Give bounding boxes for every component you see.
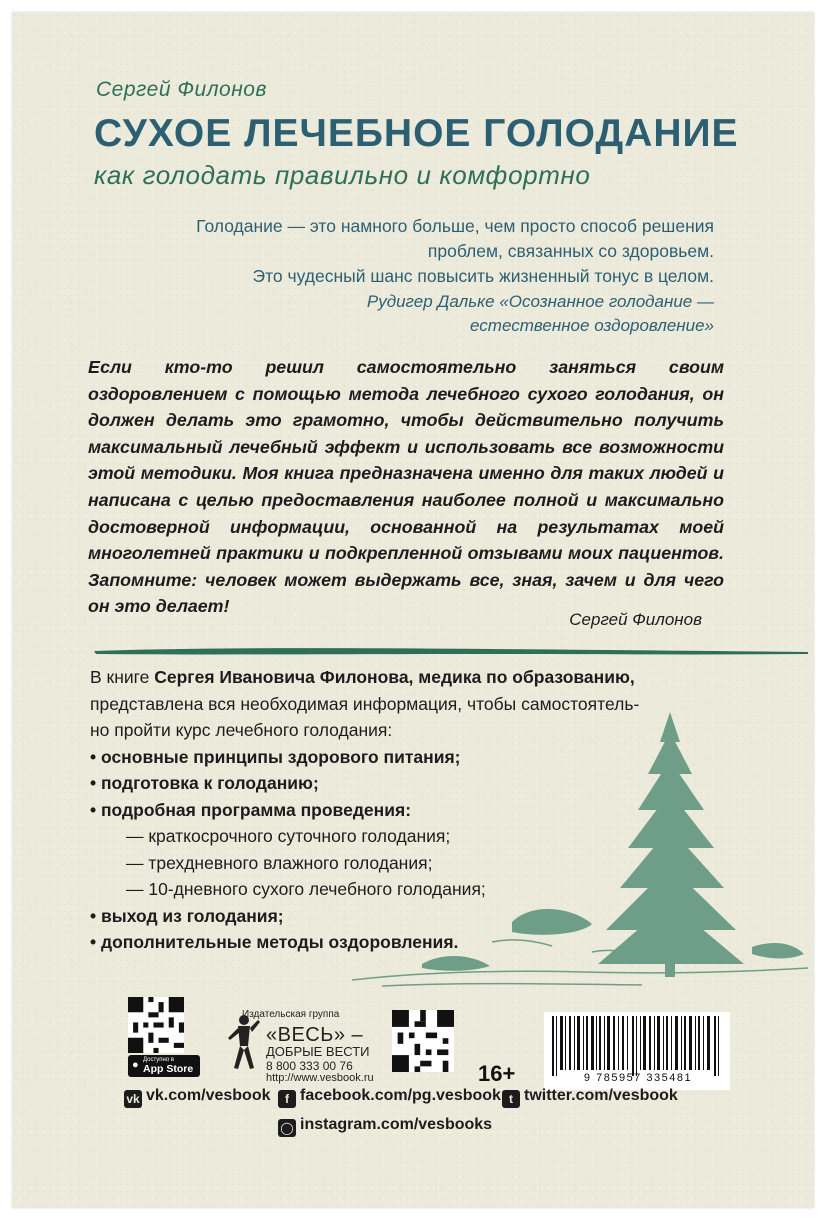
publisher-name-2: ДОБРЫЕ ВЕСТИ — [266, 1044, 370, 1059]
app-store-badge[interactable] — [128, 1055, 200, 1077]
fir-tree-illustration — [342, 702, 812, 992]
vk-icon: vk — [124, 1090, 142, 1108]
epigraph-line-2: проблем, связанных со здоровьем. — [427, 241, 714, 261]
sub-list-item: — краткосрочного суточного голодания; — [126, 826, 451, 846]
publisher-logo-icon — [224, 1012, 262, 1074]
sub-list-item: — 10-дневного сухого лечебного голодания; — [126, 879, 486, 899]
list-item: • дополнительные методы оздоровления. — [90, 932, 459, 952]
book-subtitle: как голодать правильно и комфортно — [94, 160, 591, 190]
epigraph-source-2: естественное оздоровление» — [470, 316, 714, 335]
twitter-link[interactable] — [502, 1087, 678, 1108]
epigraph-line-3: Это чудесный шанс повысить жизненный тонус в целом. — [252, 266, 714, 286]
publisher-website[interactable]: http://www.vesbook.ru — [266, 1072, 374, 1084]
instagram-link[interactable] — [278, 1116, 492, 1137]
epigraph-source-1: Рудигер Дальке «Осознанное голодание — — [366, 292, 714, 311]
qr-code-icon — [392, 1010, 454, 1072]
vk-link[interactable] — [124, 1087, 271, 1108]
apple-icon: ● — [132, 1059, 139, 1071]
intro-author: Сергея Ивановича Филонова, медика по образованию, — [154, 667, 635, 687]
list-item: • подробная программа проведения: — [90, 799, 412, 820]
isbn-digits: 9 785957 335481 — [583, 1072, 693, 1084]
vk-label: vk.com/vesbook — [146, 1087, 271, 1104]
publisher-phone: 8 800 333 00 76 — [266, 1059, 353, 1073]
intro-line-3: но пройти курс лечебного голодания: — [90, 720, 393, 740]
book-back-cover — [12, 12, 814, 1208]
facebook-label: facebook.com/pg.vesbook — [300, 1087, 501, 1104]
publisher-label: Издательская группа — [242, 1009, 340, 1020]
qr-code-icon — [128, 997, 184, 1053]
facebook-link[interactable] — [278, 1087, 501, 1108]
instagram-label: instagram.com/vesbooks — [300, 1116, 493, 1133]
twitter-label: twitter.com/vesbook — [524, 1087, 678, 1104]
facebook-icon: f — [278, 1090, 296, 1108]
brush-divider — [92, 642, 812, 660]
list-item: • выход из голодания; — [90, 905, 284, 926]
badge-caption: Доступно в — [143, 1057, 175, 1063]
publisher-name: «ВЕСЬ» – — [266, 1024, 364, 1046]
age-rating: 16+ — [478, 1061, 516, 1086]
book-title: СУХОЕ ЛЕЧЕБНОЕ ГОЛОДАНИЕ — [94, 112, 739, 155]
intro-line-2: представлена вся необходимая информация, чтобы самостоятель- — [90, 693, 640, 714]
author-note-signature: Сергей Филонов — [569, 610, 702, 629]
author-name: Сергей Филонов — [96, 78, 267, 101]
instagram-icon: ◯ — [278, 1119, 296, 1137]
list-item: • подготовка к голоданию; — [90, 773, 319, 793]
badge-label: App Store — [143, 1063, 194, 1075]
epigraph-line-1: Голодание — это намного больше, чем просто способ решения — [196, 216, 714, 236]
author-note-text: Если кто-то решил самостоятельно заняться своим оздоровлением с помощью метода лечебного сухого голодания, он должен делать это грамотно, чтобы действительно получить максимальный лечебный эффект и использовать все возможности этой методики. Моя книга предназначена именно для таких людей и написана с целью предоставления наиболее полной и максимально достоверной информации, основанной на результатах моей многолетней практики и подкрепленной отзывами моих пациентов. Запомните: человек может выдержать все, зная, зачем и для чего он это делает! — [88, 357, 724, 617]
intro-prefix: В книге — [90, 667, 155, 687]
twitter-icon: t — [502, 1090, 520, 1108]
list-item: • основные принципы здорового питания; — [90, 746, 461, 767]
sub-list-item: — трехдневного влажного голодания; — [126, 852, 433, 873]
